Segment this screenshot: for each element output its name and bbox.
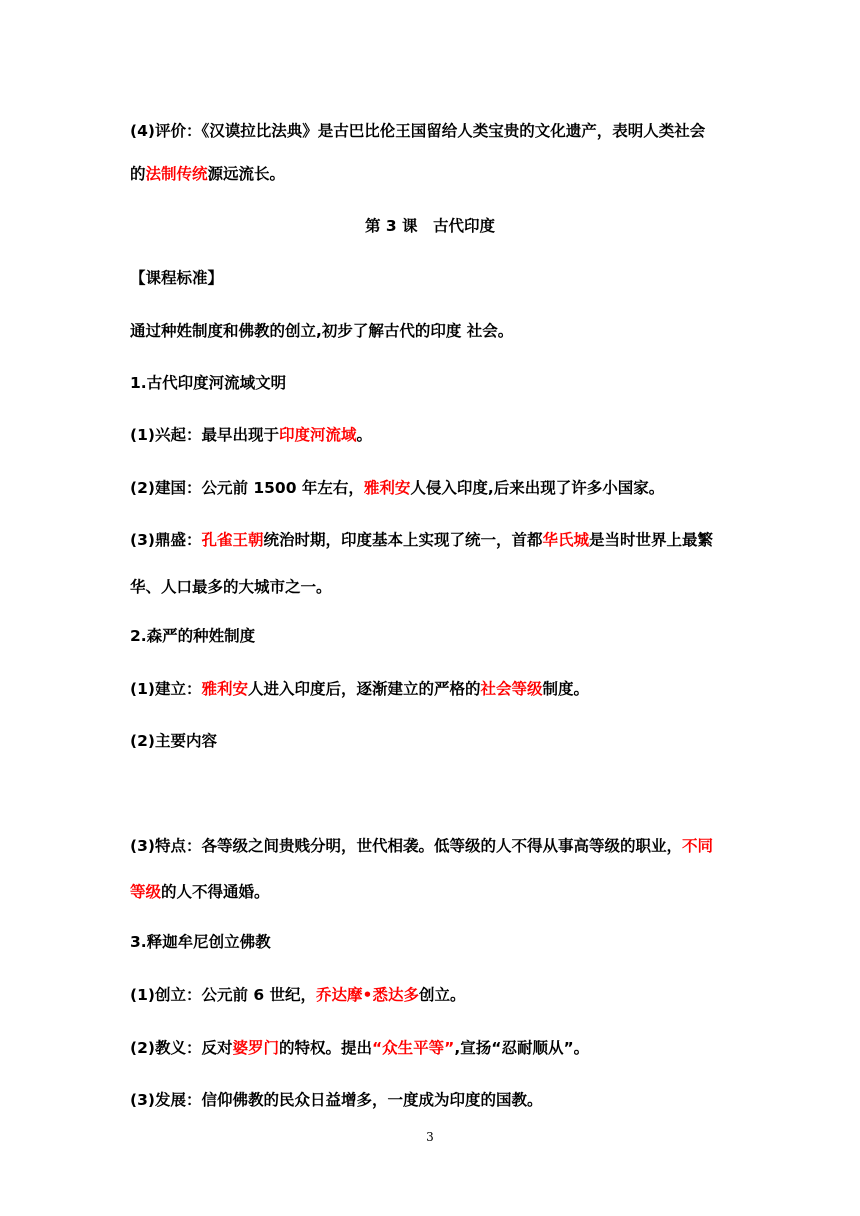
text-segment: 2.森严的种姓制度 — [130, 627, 256, 645]
text-segment: 3.释迦牟尼创立佛教 — [130, 933, 271, 951]
text-segment: (1)建立： — [130, 680, 202, 698]
text-segment: 的 — [130, 165, 146, 183]
page-number: 3 — [426, 1130, 434, 1144]
highlighted-keyword: 不同 — [681, 837, 713, 855]
highlighted-keyword: 雅利安 — [201, 680, 248, 698]
section1-rise — [130, 425, 372, 445]
section2-content — [130, 731, 217, 751]
text-segment: 制度。 — [542, 680, 590, 698]
highlighted-keyword: “众生平等” — [372, 1039, 455, 1057]
section1-peak-line-1 — [130, 530, 713, 550]
text-segment: (2)主要内容 — [130, 732, 217, 750]
section-heading-1 — [130, 373, 286, 393]
text-segment: (2)建国：公元前 1500 年左右， — [130, 479, 364, 497]
section-heading-2 — [130, 626, 255, 646]
highlighted-keyword: 社会等级 — [480, 680, 543, 698]
section2-establish — [130, 679, 589, 699]
section2-feature-line-1 — [130, 836, 713, 856]
text-segment: 人侵入印度,后来出现了许多小国家。 — [410, 479, 665, 497]
text-segment: (1)兴起：最早出现于 — [130, 426, 279, 444]
highlighted-keyword: 乔达摩•悉达多 — [316, 986, 419, 1004]
highlighted-keyword: 雅利安 — [363, 479, 411, 497]
section-heading-3 — [130, 932, 271, 952]
lesson-title — [0, 216, 860, 236]
highlighted-keyword: 孔雀王朝 — [201, 531, 264, 549]
section3-founding — [130, 985, 465, 1005]
highlighted-keyword: 印度河流域 — [278, 426, 357, 444]
evaluation-line-2 — [130, 164, 285, 184]
section1-founding — [130, 478, 664, 498]
text-segment: 【课程标准】 — [130, 269, 224, 287]
text-segment: 的人不得通婚。 — [161, 883, 270, 901]
highlighted-keyword: 法制传统 — [145, 165, 208, 183]
standard-text — [130, 321, 513, 341]
text-segment: 统治时期，印度基本上实现了统一，首都 — [263, 531, 543, 549]
highlighted-keyword: 等级 — [130, 883, 162, 901]
text-segment: ,宣扬“忍耐顺从”。 — [454, 1039, 590, 1057]
text-segment: (3)鼎盛： — [130, 531, 202, 549]
section2-feature-line-2 — [130, 882, 270, 902]
text-segment: 的特权。提出 — [278, 1039, 372, 1057]
section3-development — [130, 1090, 542, 1110]
standard-heading — [130, 268, 223, 288]
text-segment: 通过种姓制度和佛教的创立,初步了解古代的印度 社会。 — [130, 322, 514, 340]
section3-doctrine — [130, 1038, 589, 1058]
text-segment: 第 3 课 古代印度 — [364, 217, 496, 235]
text-segment: 是当时世界上最繁 — [589, 531, 714, 549]
text-segment: (1)创立：公元前 6 世纪， — [130, 986, 317, 1004]
highlighted-keyword: 华氏城 — [542, 531, 589, 549]
text-segment: 源远流长。 — [207, 165, 286, 183]
text-segment: 1.古代印度河流域文明 — [130, 374, 287, 392]
text-segment: (3)发展：信仰佛教的民众日益增多，一度成为印度的国教。 — [130, 1091, 543, 1109]
text-segment: 华、人口最多的大城市之一。 — [130, 578, 332, 596]
text-segment: (4)评价：《汉谟拉比法典》是古巴比伦王国留给人类宝贵的文化遗产，表明人类社会 — [130, 122, 706, 140]
text-segment: (2)教义：反对 — [130, 1039, 233, 1057]
highlighted-keyword: 婆罗门 — [232, 1039, 279, 1057]
text-segment: 创立。 — [418, 986, 466, 1004]
text-segment: 人进入印度后，逐渐建立的严格的 — [247, 680, 481, 698]
text-segment: (3)特点：各等级之间贵贱分明，世代相袭。低等级的人不得从事高等级的职业， — [130, 837, 682, 855]
section1-peak-line-2 — [130, 577, 332, 597]
text-segment: 。 — [356, 426, 372, 444]
evaluation-line-1 — [130, 121, 705, 141]
